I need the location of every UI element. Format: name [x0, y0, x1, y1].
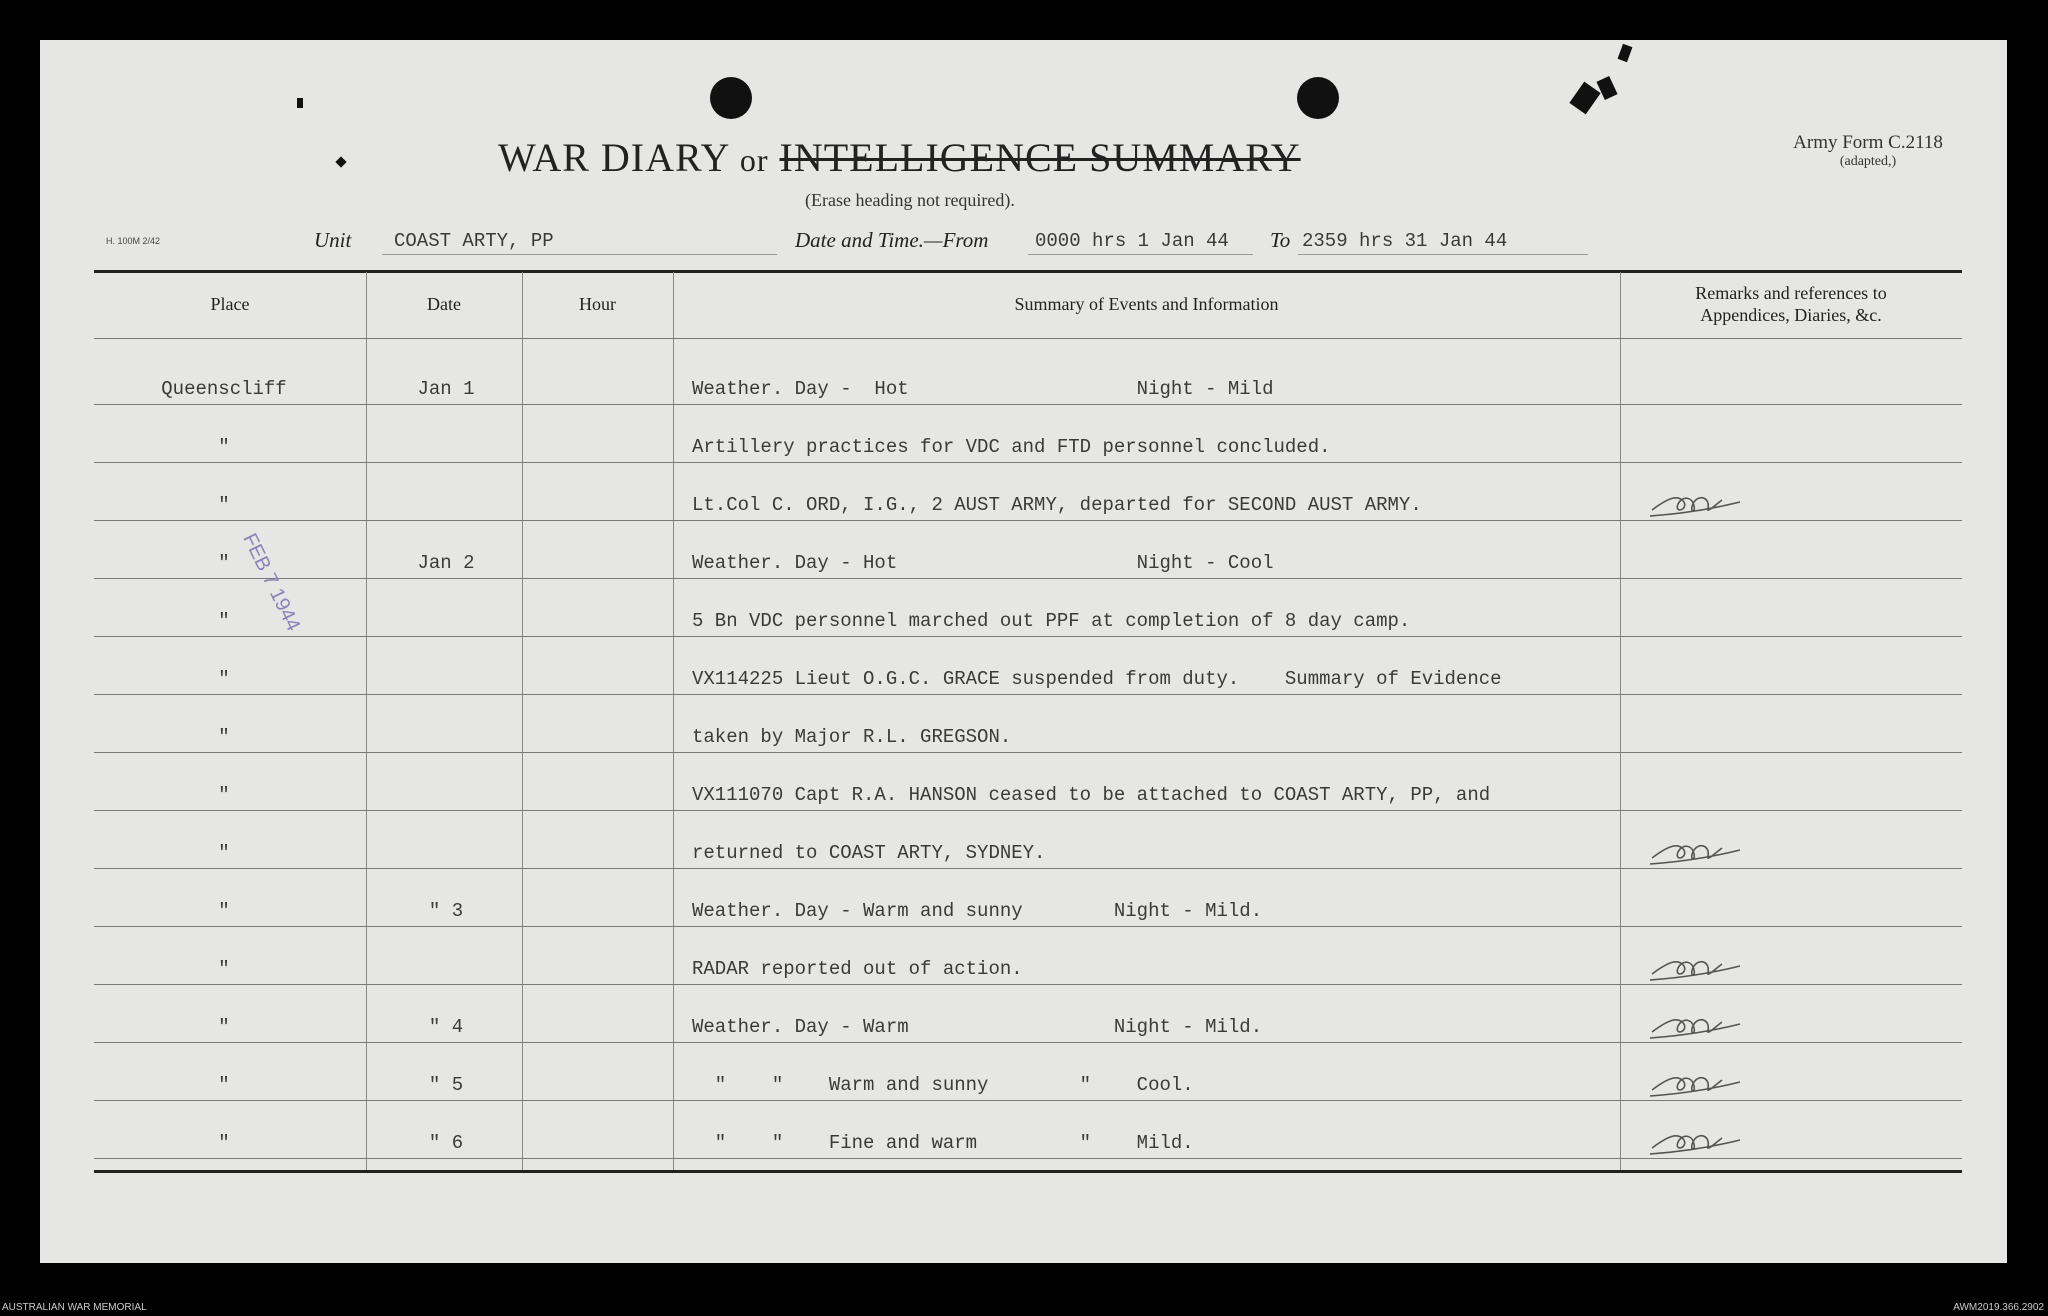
- header-remarks: Remarks and references to Appendices, Diaries, &c.: [1695, 283, 1887, 325]
- row-summary: RADAR reported out of action.: [692, 958, 1023, 980]
- form-title: WAR DIARY or INTELLIGENCE SUMMARY: [498, 135, 1301, 180]
- row-place: ": [218, 784, 230, 806]
- torn-paper-mark: [1618, 44, 1633, 62]
- unit-underline: [382, 254, 777, 255]
- row-place: ": [218, 552, 230, 574]
- row-place: ": [218, 726, 230, 748]
- row-summary: returned to COAST ARTY, SYDNEY.: [692, 842, 1046, 864]
- row-rule: [94, 810, 1962, 811]
- column-divider: [366, 272, 367, 1170]
- row-place: ": [218, 1074, 230, 1096]
- header-date: Date: [427, 294, 461, 314]
- header-summary: Summary of Events and Information: [1014, 294, 1279, 314]
- initials-signature: [1648, 488, 1748, 522]
- row-rule: [94, 578, 1962, 579]
- initials-signature: [1648, 952, 1748, 986]
- row-place: ": [218, 610, 230, 632]
- header-hour: Hour: [579, 294, 616, 314]
- row-date: " 3: [428, 900, 464, 922]
- column-divider: [1620, 272, 1621, 1170]
- row-place: ": [218, 436, 230, 458]
- punch-hole-left: [710, 77, 752, 119]
- date-received-stamp: FEB 7 1944: [238, 530, 305, 635]
- row-date: " 5: [428, 1074, 464, 1096]
- row-summary: VX111070 Capt R.A. HANSON ceased to be attached to COAST ARTY, PP, and: [692, 784, 1491, 806]
- footer-right: AWM2019.366.2902: [1953, 1302, 2044, 1313]
- row-summary: " " Fine and warm " Mild.: [692, 1132, 1194, 1154]
- row-summary: Lt.Col C. ORD, I.G., 2 AUST ARMY, departed for SECOND AUST ARMY.: [692, 494, 1422, 516]
- row-place: ": [218, 1016, 230, 1038]
- row-date: Jan 2: [417, 552, 475, 574]
- from-value: 0000 hrs 1 Jan 44: [1035, 230, 1229, 252]
- row-summary: Weather. Day - Warm and sunny Night - Mild.: [692, 900, 1263, 922]
- row-place: ": [218, 494, 230, 516]
- row-place: ": [218, 842, 230, 864]
- table-bottom-rule: [94, 1170, 1962, 1173]
- row-place: Queenscliff: [161, 378, 287, 400]
- row-summary: Artillery practices for VDC and FTD personnel concluded.: [692, 436, 1331, 458]
- punch-hole-right: [1297, 77, 1339, 119]
- row-rule: [94, 636, 1962, 637]
- column-divider: [522, 272, 523, 1170]
- from-underline: [1028, 254, 1253, 255]
- torn-paper-mark: [1569, 82, 1600, 115]
- row-place: ": [218, 1132, 230, 1154]
- row-summary: " " Warm and sunny " Cool.: [692, 1074, 1194, 1096]
- row-place: ": [218, 900, 230, 922]
- torn-paper-mark: [297, 98, 303, 108]
- row-rule: [94, 752, 1962, 753]
- initials-signature: [1648, 1068, 1748, 1102]
- form-reference: Army Form C.2118 (adapted,): [1793, 132, 1943, 169]
- to-value: 2359 hrs 31 Jan 44: [1302, 230, 1508, 252]
- torn-paper-mark: [335, 156, 346, 167]
- to-underline: [1298, 254, 1588, 255]
- row-rule: [94, 926, 1962, 927]
- row-date: " 4: [428, 1016, 464, 1038]
- row-date: " 6: [428, 1132, 464, 1154]
- header-place: Place: [210, 294, 250, 314]
- row-summary: Weather. Day - Hot Night - Cool: [692, 552, 1274, 574]
- row-summary: Weather. Day - Warm Night - Mild.: [692, 1016, 1263, 1038]
- torn-paper-mark: [1596, 76, 1617, 100]
- column-divider: [673, 272, 674, 1170]
- initials-signature: [1648, 1010, 1748, 1044]
- date-time-label: Date and Time.—From: [795, 228, 989, 252]
- row-date: Jan 1: [417, 378, 475, 400]
- header-rule: [94, 338, 1962, 339]
- row-place: ": [218, 958, 230, 980]
- row-summary: taken by Major R.L. GREGSON.: [692, 726, 1012, 748]
- erase-note: (Erase heading not required).: [805, 190, 1015, 210]
- row-summary: 5 Bn VDC personnel marched out PPF at completion of 8 day camp.: [692, 610, 1411, 632]
- initials-signature: [1648, 1126, 1748, 1160]
- row-place: ": [218, 668, 230, 690]
- table-top-rule: [94, 270, 1962, 273]
- unit-label: Unit: [314, 228, 352, 252]
- to-label: To: [1270, 228, 1291, 252]
- row-summary: VX114225 Lieut O.G.C. GRACE suspended from duty. Summary of Evidence: [692, 668, 1502, 690]
- row-rule: [94, 462, 1962, 463]
- row-rule: [94, 694, 1962, 695]
- unit-value: COAST ARTY, PP: [394, 230, 554, 252]
- footer-left: AUSTRALIAN WAR MEMORIAL: [2, 1302, 147, 1313]
- row-summary: Weather. Day - Hot Night - Mild: [692, 378, 1274, 400]
- initials-signature: [1648, 836, 1748, 870]
- print-code: H. 100M 2/42: [106, 236, 161, 246]
- document-sheet: [40, 40, 2007, 1263]
- row-rule: [94, 404, 1962, 405]
